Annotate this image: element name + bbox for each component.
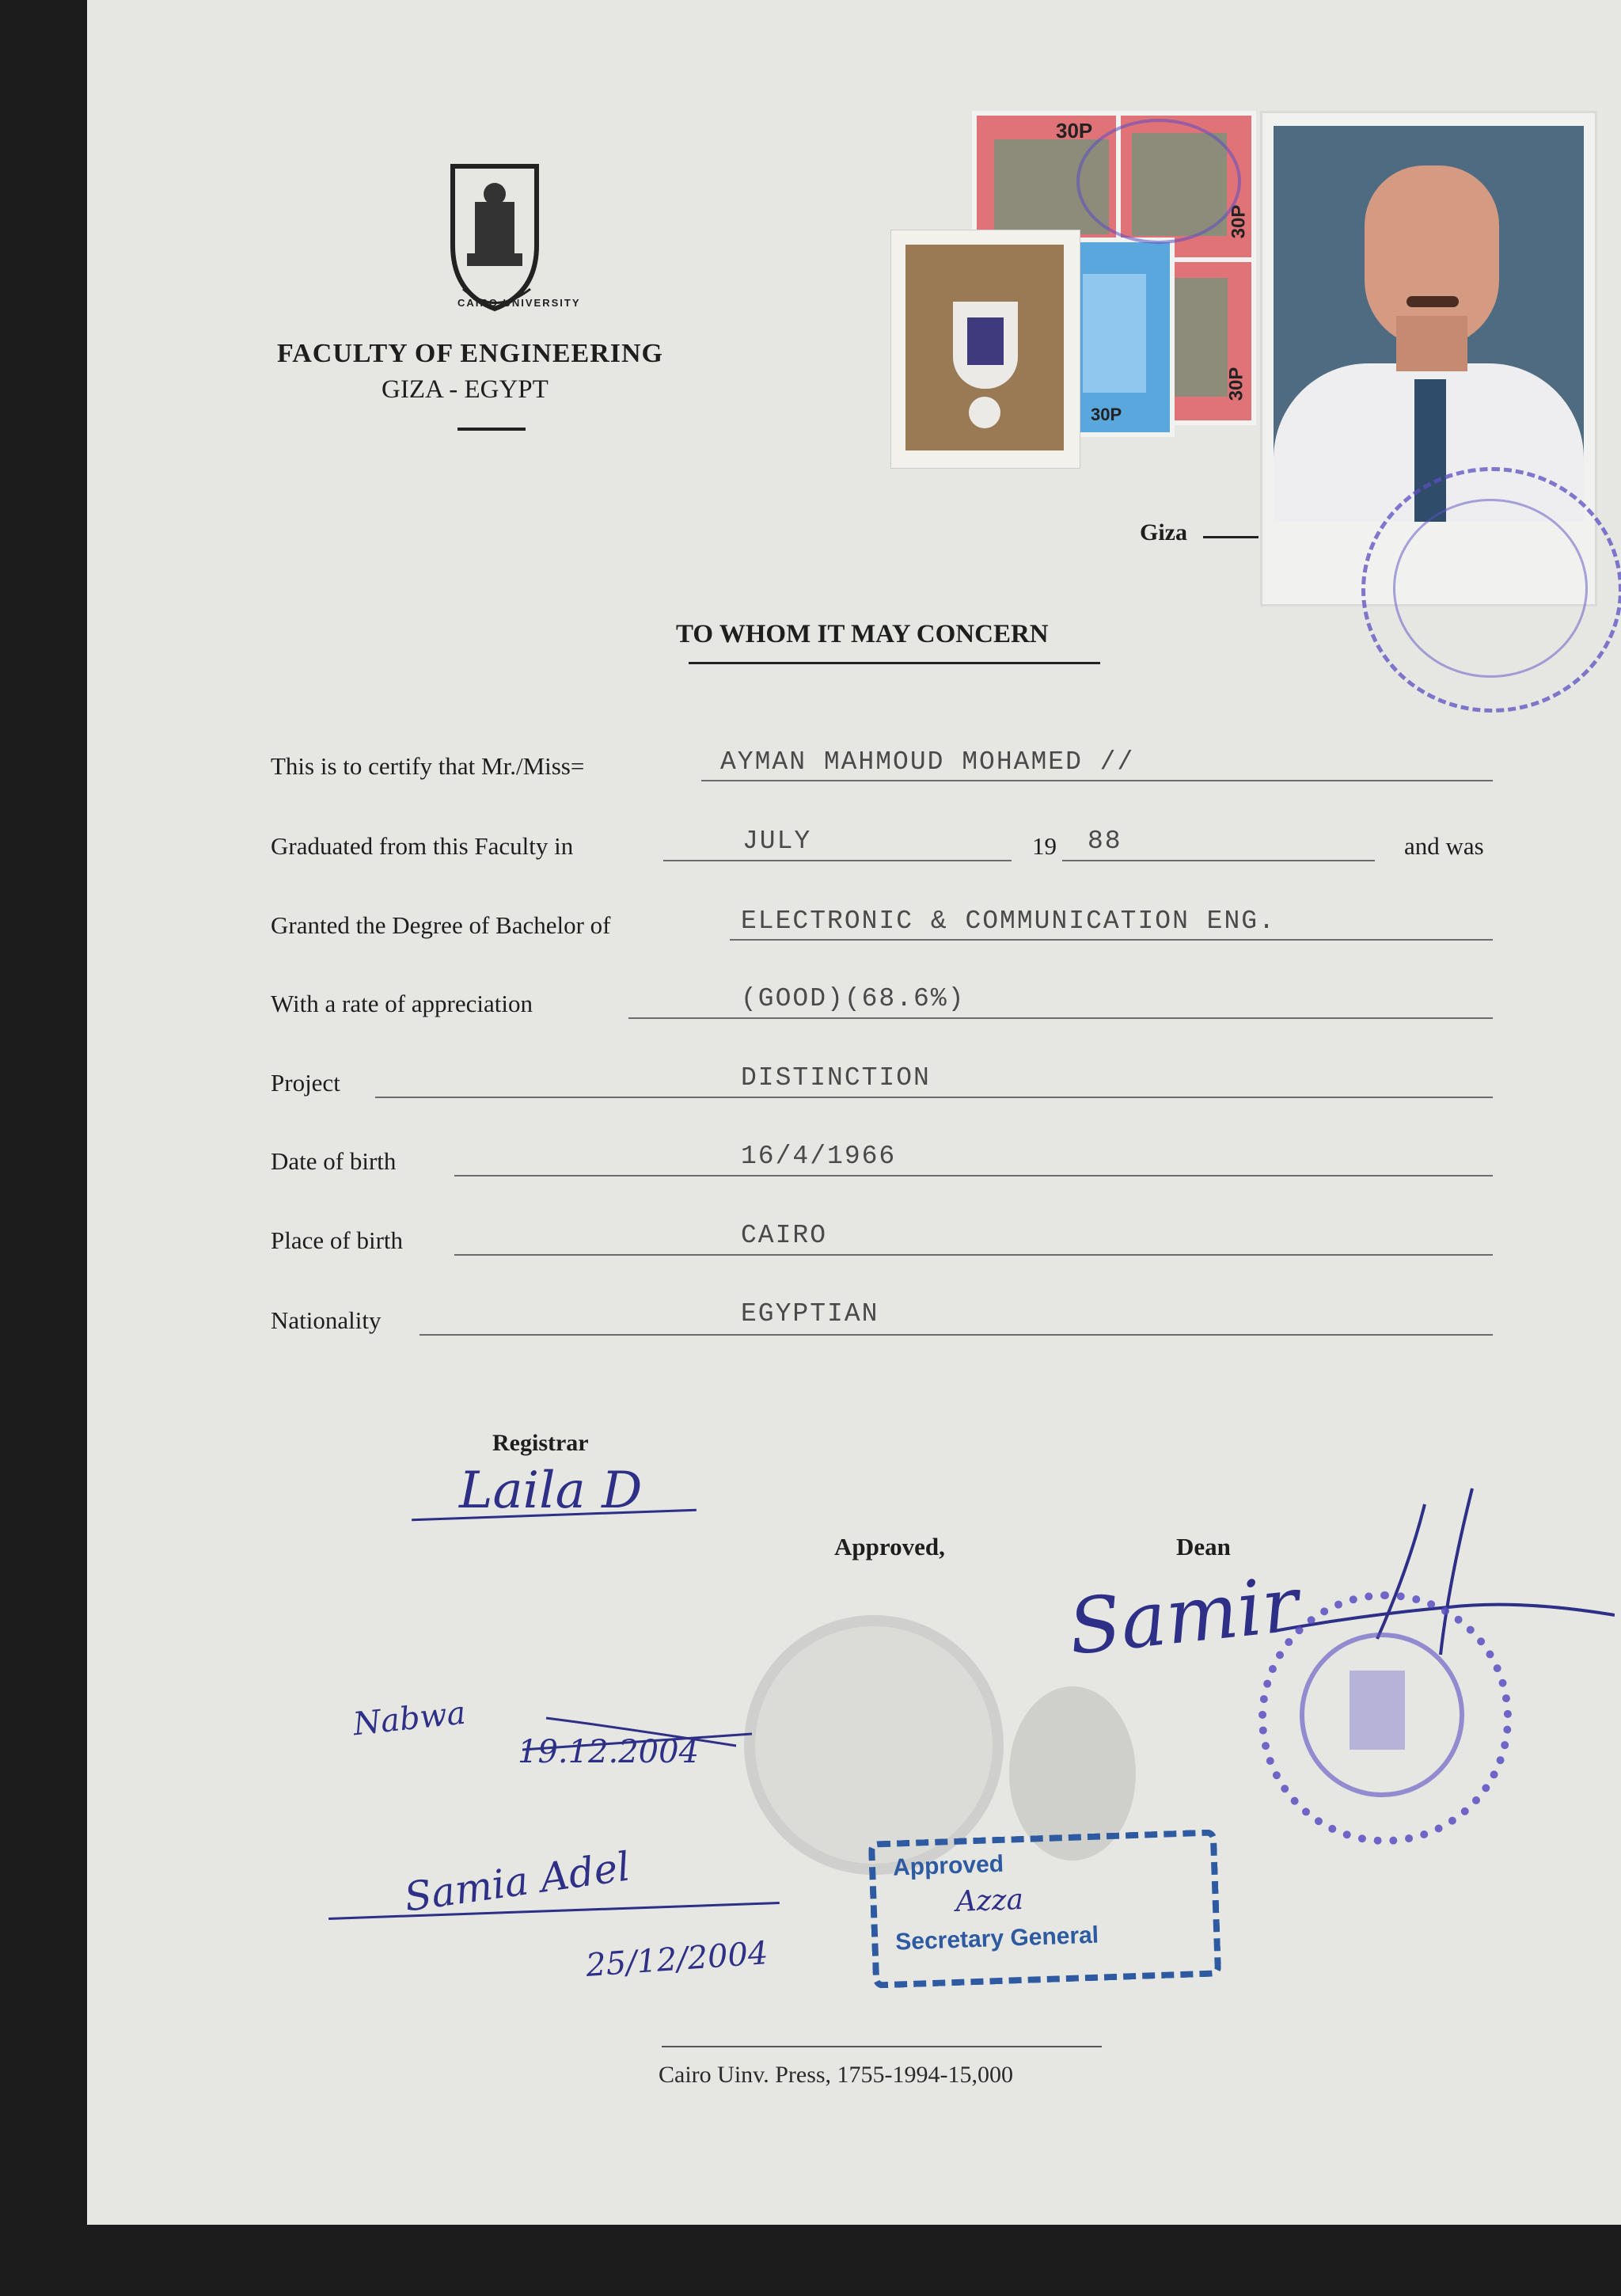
giza-label: Giza (1140, 519, 1187, 545)
document-title: TO WHOM IT MAY CONCERN (676, 620, 1049, 648)
dob-value: 16/4/1966 (741, 1142, 897, 1171)
revenue-stamp: 30P (1062, 238, 1175, 437)
note-signature: Nabwa (351, 1694, 468, 1743)
certificate-paper (87, 0, 1621, 2225)
note-date: 19.12.2004 (518, 1734, 700, 1770)
rate-value: (GOOD)(68.6%) (741, 984, 966, 1013)
pob-value: CAIRO (741, 1221, 828, 1250)
cancel-seal (1076, 119, 1241, 244)
name-value: AYMAN MAHMOUD MOHAMED // (720, 747, 1135, 777)
rate-label: With a rate of appreciation (271, 990, 533, 1017)
faculty-city: GIZA - EGYPT (382, 375, 549, 404)
revenue-stamp: 30P (1136, 257, 1256, 425)
approved-label: Approved, (834, 1533, 945, 1560)
embossed-seal (744, 1615, 1004, 1875)
project-label: Project (271, 1069, 340, 1097)
approval-stamp: Approved Azza Secretary General (868, 1829, 1221, 1988)
graduation-month: JULY (742, 827, 812, 856)
graduated-label: Graduated from this Faculty in (271, 832, 574, 860)
and-was-label: and was (1404, 832, 1484, 860)
century-label: 19 (1032, 832, 1057, 860)
cairo-university-emblem-icon (419, 158, 578, 317)
dob-label: Date of birth (271, 1147, 397, 1175)
secretary-date: 25/12/2004 (584, 1935, 769, 1984)
registrar-label: Registrar (492, 1430, 589, 1456)
degree-value: ELECTRONIC & COMMUNICATION ENG. (741, 907, 1276, 936)
printer-footer: Cairo Uinv. Press, 1755-1994-15,000 (659, 2062, 1014, 2088)
project-value: DISTINCTION (741, 1063, 931, 1093)
header-divider (457, 428, 526, 431)
dean-signature: Samir (1064, 1560, 1303, 1672)
revenue-stamp: 30P (972, 111, 1132, 263)
graduation-year: 88 (1088, 827, 1122, 856)
secretary-signature: Samia Adel (401, 1843, 633, 1921)
nationality-label: Nationality (271, 1306, 382, 1334)
revenue-stamp: 30P (1116, 111, 1256, 263)
faculty-name: FACULTY OF ENGINEERING (277, 339, 663, 368)
university-revenue-stamp (890, 230, 1080, 469)
footer-rule (662, 2046, 1102, 2047)
nationality-value: EGYPTIAN (741, 1299, 879, 1329)
eagle-icon (1350, 1671, 1405, 1750)
degree-label: Granted the Degree of Bachelor of (271, 911, 611, 939)
certify-label: This is to certify that Mr./Miss= (271, 752, 585, 780)
pob-label: Place of birth (271, 1226, 404, 1254)
registrar-signature: Laila D (459, 1462, 643, 1520)
title-underline (689, 662, 1100, 664)
emblem-caption: CAIRO UNIVERSITY (457, 297, 581, 309)
dean-label: Dean (1176, 1533, 1231, 1560)
